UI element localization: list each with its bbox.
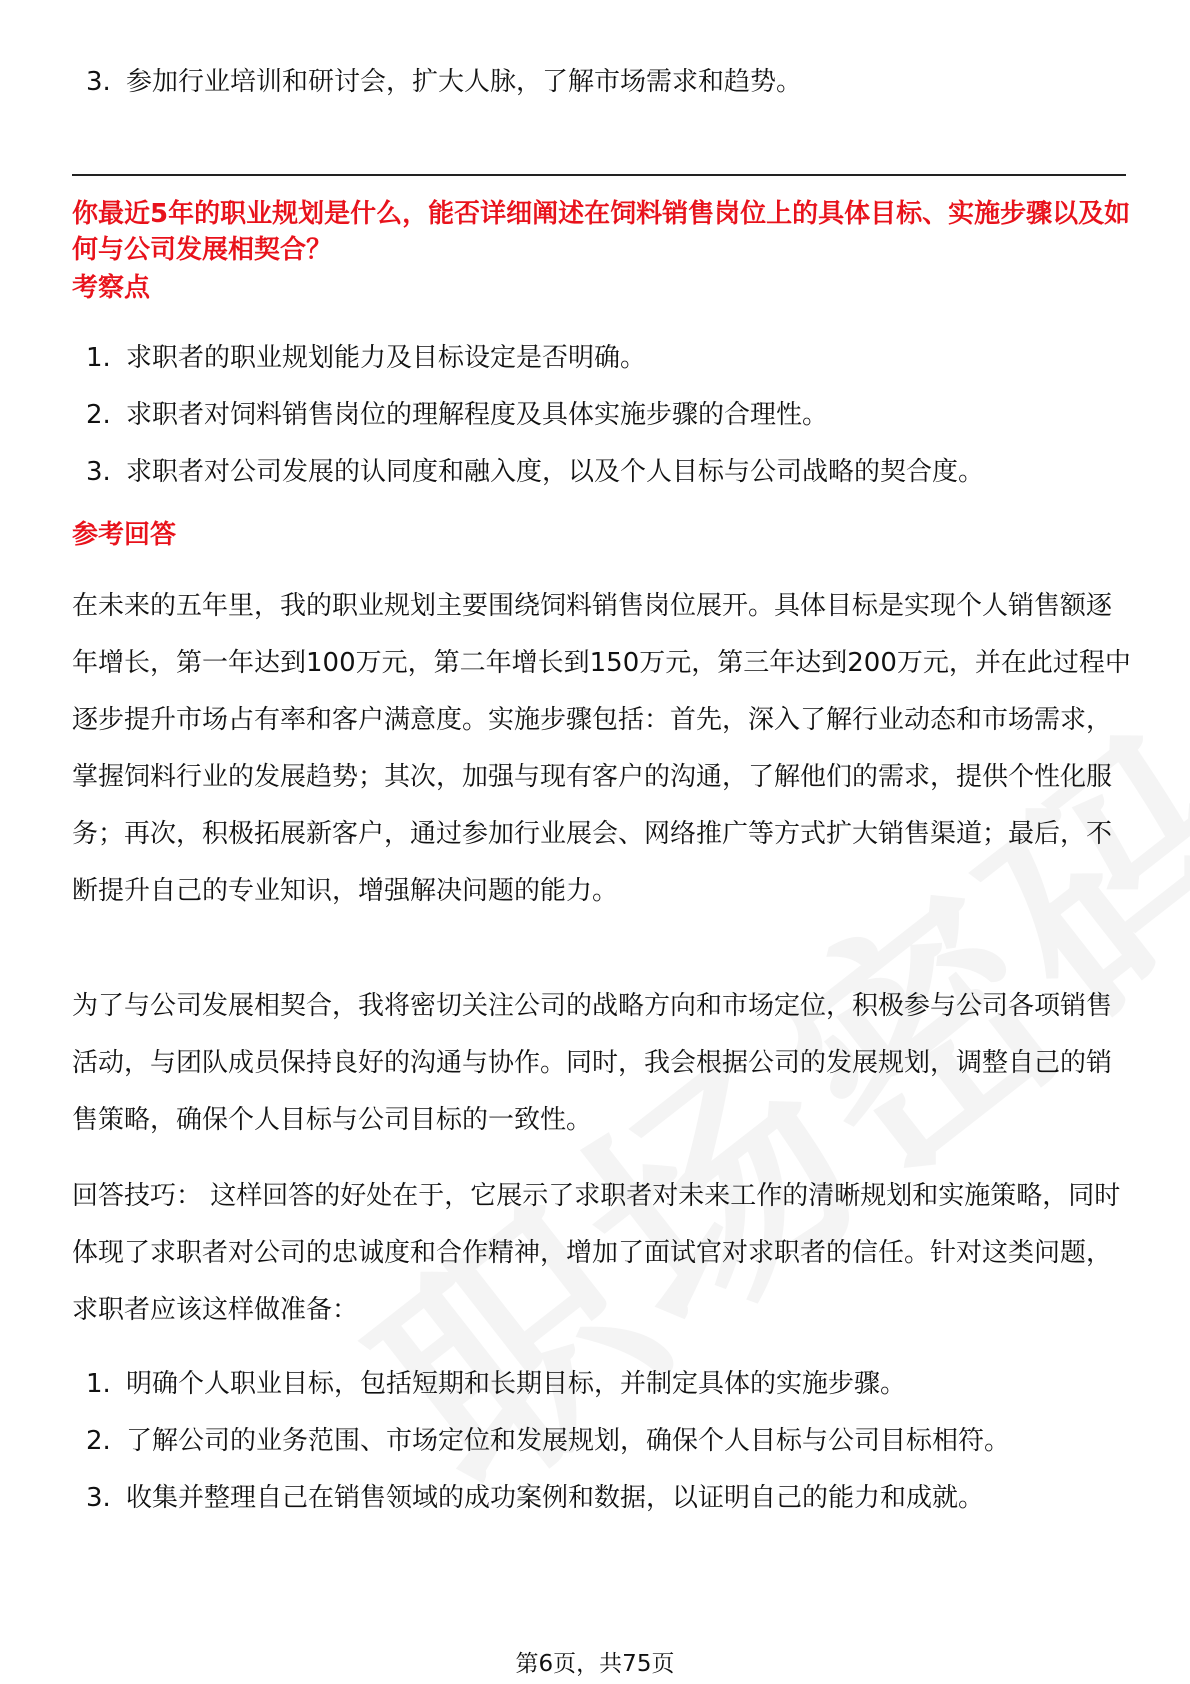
examine-heading: 考察点 — [72, 273, 151, 303]
list-item — [72, 1480, 1132, 1537]
list-text: 求职者对公司发展的认同度和融入度，以及个人目标与公司战略的契合度。 — [126, 457, 985, 487]
list-number: 2. — [86, 400, 111, 430]
list-text: 收集并整理自己在销售领域的成功案例和数据，以证明自己的能力和成就。 — [126, 1483, 985, 1513]
list-item — [72, 64, 1122, 100]
list-text: 参加行业培训和研讨会，扩大人脉，了解市场需求和趋势。 — [126, 67, 803, 97]
tips-list — [72, 1366, 1132, 1537]
list-item — [72, 454, 1132, 511]
list-number: 3. — [86, 1483, 111, 1513]
list-item — [72, 1423, 1132, 1480]
list-item — [72, 340, 1132, 397]
list-number: 3. — [86, 457, 111, 487]
list-item — [72, 397, 1132, 454]
list-text: 明确个人职业目标，包括短期和长期目标，并制定具体的实施步骤。 — [126, 1369, 907, 1399]
question-title: 你最近5年的职业规划是什么，能否详细阐述在饲料销售岗位上的具体目标、实施步骤以及如何与公司发展相契合？ — [72, 199, 1131, 265]
list-text: 求职者对饲料销售岗位的理解程度及具体实施步骤的合理性。 — [126, 400, 829, 430]
answer-heading: 参考回答 — [72, 520, 177, 550]
examine-list — [72, 340, 1132, 511]
list-number: 3. — [86, 67, 111, 97]
section-divider — [72, 174, 1126, 176]
list-number: 1. — [86, 1369, 111, 1399]
page-footer: 第6页，共75页 — [515, 1651, 675, 1677]
answer-paragraph-2: 为了与公司发展相契合，我将密切关注公司的战略方向和市场定位，积极参与公司各项销售活动，与团队成员保持良好的沟通与协作。同时，我会根据公司的发展规划，调整自己的销售策略，确保个人目标与公司目标的一致性。 — [72, 991, 1113, 1135]
answer-paragraph-1: 在未来的五年里，我的职业规划主要围绕饲料销售岗位展开。具体目标是实现个人销售额逐年增长，第一年达到100万元，第二年增长到150万元，第三年达到200万元，并在此过程中逐步提升市场占有率和客户满意度。实施步骤包括：首先，深入了解行业动态和市场需求，掌握饲料行业的发展趋势；其次，加强与现有客户的沟通，了解他们的需求，提供个性化服务；再次，积极拓展新客户，通过参加行业展会、网络推广等方式扩大销售渠道；最后，不断提升自己的专业知识，增强解决问题的能力。 — [72, 591, 1131, 906]
list-text: 求职者的职业规划能力及目标设定是否明确。 — [126, 343, 647, 373]
list-number: 1. — [86, 343, 111, 373]
list-item — [72, 1366, 1132, 1423]
previous-list — [72, 64, 1122, 100]
answer-tips-paragraph: 回答技巧： 这样回答的好处在于，它展示了求职者对未来工作的清晰规划和实施策略，同时体现了求职者对公司的忠诚度和合作精神，增加了面试官对求职者的信任。针对这类问题，求职者应该这样做准备： — [72, 1181, 1121, 1325]
list-text: 了解公司的业务范围、市场定位和发展规划，确保个人目标与公司目标相符。 — [126, 1426, 1011, 1456]
list-number: 2. — [86, 1426, 111, 1456]
